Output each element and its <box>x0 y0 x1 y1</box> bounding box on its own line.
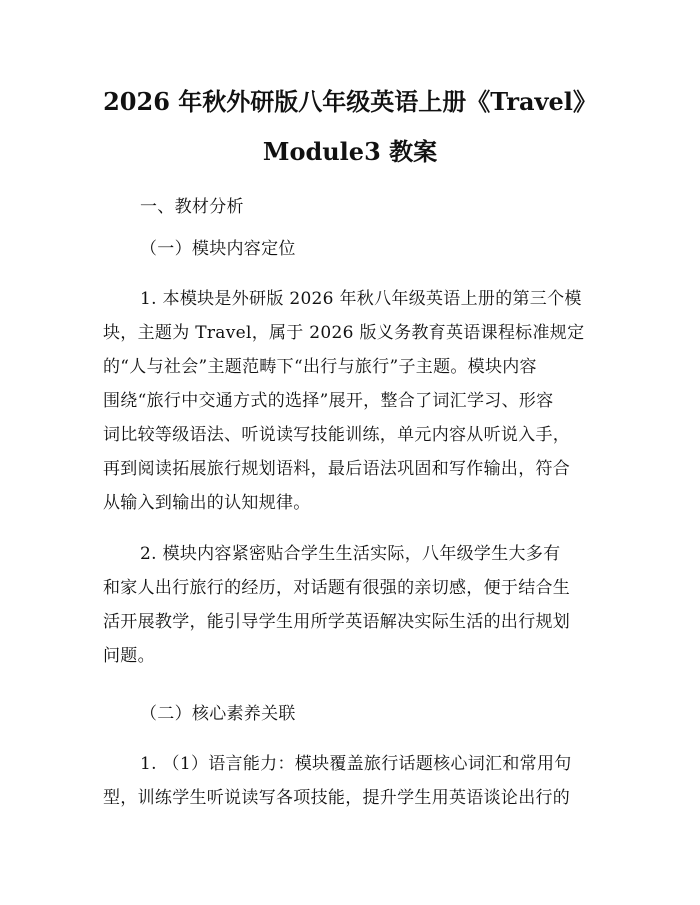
paragraph-2-line: 和家人出行旅行的经历，对话题有很强的亲切感，便于结合生 <box>103 578 571 598</box>
paragraph-1-line: 块，主题为 Travel，属于 2026 版义务教育英语课程标准规定 <box>103 323 585 343</box>
paragraph-1-line: 词比较等级语法、听说读写技能训练，单元内容从听说入手， <box>103 425 571 445</box>
paragraph-3-line: 型，训练学生听说读写各项技能，提升学生用英语谈论出行的 <box>103 788 571 808</box>
document-title-line-1: 2026 年秋外研版八年级英语上册《Travel》 <box>103 87 597 116</box>
paragraph-3-line: 1. （1）语言能力：模块覆盖旅行话题核心词汇和常用句 <box>140 754 572 774</box>
section-heading-textbook-analysis: 一、教材分析 <box>140 197 244 217</box>
paragraph-2-line: 活开展教学，能引导学生用所学英语解决实际生活的出行规划 <box>103 612 571 632</box>
document-title-line-2: Module3 教案 <box>262 137 438 166</box>
paragraph-1-line: 围绕“旅行中交通方式的选择”展开，整合了词汇学习、形容 <box>103 391 554 411</box>
paragraph-1-line: 从输入到输出的认知规律。 <box>103 493 311 513</box>
paragraph-2-line: 问题。 <box>103 646 155 666</box>
subsection-heading-core-literacy: （二）核心素养关联 <box>140 704 296 724</box>
paragraph-1-line: 再到阅读拓展旅行规划语料，最后语法巩固和写作输出，符合 <box>103 459 571 479</box>
paragraph-1-line: 1. 本模块是外研版 2026 年秋八年级英语上册的第三个模 <box>140 289 582 309</box>
paragraph-1-line: 的“人与社会”主题范畴下“出行与旅行”子主题。模块内容 <box>103 357 537 377</box>
subsection-heading-module-positioning: （一）模块内容定位 <box>140 239 296 259</box>
paragraph-2-line: 2. 模块内容紧密贴合学生生活实际，八年级学生大多有 <box>140 544 561 564</box>
